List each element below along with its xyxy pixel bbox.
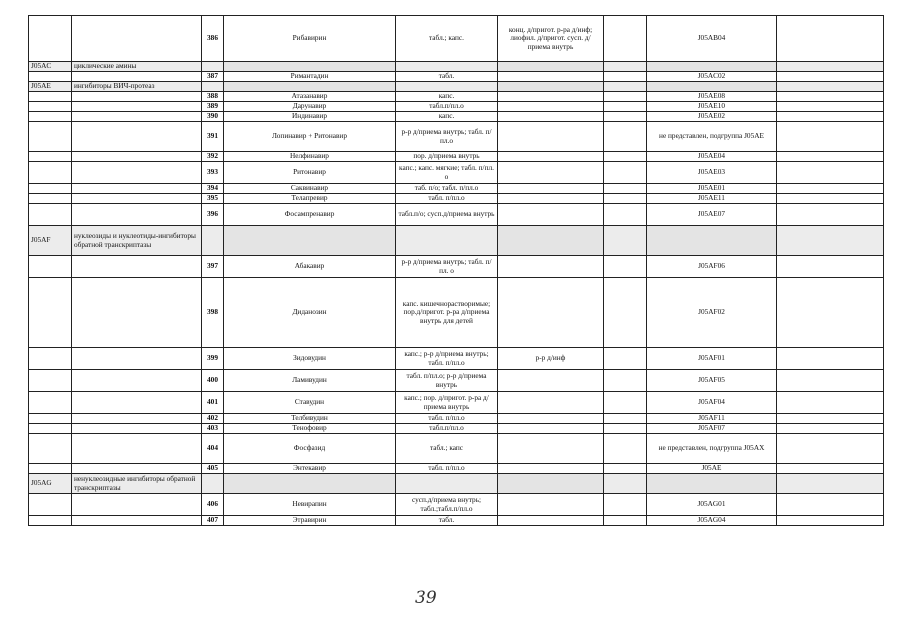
empty-cell	[777, 16, 884, 62]
empty-cell	[29, 194, 72, 204]
dosage-form: пор. д/приема внутрь	[396, 152, 498, 162]
row-number: 395	[202, 194, 224, 204]
group-row	[29, 82, 884, 92]
empty-cell	[777, 348, 884, 370]
row-number: 398	[202, 278, 224, 348]
empty-cell	[777, 516, 884, 526]
empty-cell	[29, 72, 72, 82]
dosage-form: капс.; пор. д/пригот. р-ра д/приема внутрь	[396, 392, 498, 414]
empty-cell	[777, 102, 884, 112]
row-number: 399	[202, 348, 224, 370]
group-title: ненуклеозидные ингибиторы обратной транскриптазы	[72, 474, 202, 494]
empty-cell	[777, 162, 884, 184]
empty-cell	[777, 152, 884, 162]
dosage-form: капс.; р-р д/приема внутрь; табл. п/пл.о	[396, 348, 498, 370]
empty-cell	[777, 494, 884, 516]
extra-form	[498, 204, 604, 226]
row-number: 397	[202, 256, 224, 278]
table-row	[29, 122, 884, 152]
atc-code: J05AF02	[647, 278, 777, 348]
drug-name: Телапревир	[224, 194, 396, 204]
drug-name: Индинавир	[224, 112, 396, 122]
empty-cell	[777, 62, 884, 72]
extra-form	[498, 122, 604, 152]
empty-cell	[604, 152, 647, 162]
empty-cell	[29, 414, 72, 424]
group-row	[29, 226, 884, 256]
empty-cell	[777, 414, 884, 424]
empty-cell	[604, 392, 647, 414]
page-number: 39	[415, 588, 437, 608]
empty-cell	[604, 92, 647, 102]
drug-name: Зидовудин	[224, 348, 396, 370]
empty-cell	[647, 62, 777, 72]
empty-cell	[29, 370, 72, 392]
extra-form	[498, 392, 604, 414]
empty-cell	[777, 184, 884, 194]
empty-cell	[29, 494, 72, 516]
row-number: 390	[202, 112, 224, 122]
empty-cell	[498, 62, 604, 72]
row-number: 407	[202, 516, 224, 526]
table-row	[29, 204, 884, 226]
empty-cell	[72, 204, 202, 226]
empty-cell	[29, 112, 72, 122]
empty-cell	[604, 82, 647, 92]
empty-cell	[647, 474, 777, 494]
drug-name: Дарунавир	[224, 102, 396, 112]
table-row	[29, 424, 884, 434]
empty-cell	[604, 424, 647, 434]
drug-name: Саквинавир	[224, 184, 396, 194]
dosage-form: табл.	[396, 72, 498, 82]
table-row	[29, 92, 884, 102]
atc-code: J05AF01	[647, 348, 777, 370]
empty-cell	[604, 16, 647, 62]
empty-cell	[396, 62, 498, 72]
empty-cell	[29, 204, 72, 226]
table-row	[29, 184, 884, 194]
empty-cell	[72, 162, 202, 184]
dosage-form: р-р д/приема внутрь; табл. п/пл.о	[396, 122, 498, 152]
atc-code: J05AB04	[647, 16, 777, 62]
empty-cell	[647, 226, 777, 256]
empty-cell	[29, 92, 72, 102]
table-row	[29, 414, 884, 424]
dosage-form: капс.	[396, 112, 498, 122]
empty-cell	[224, 62, 396, 72]
empty-cell	[604, 370, 647, 392]
extra-form	[498, 102, 604, 112]
table-row	[29, 392, 884, 414]
group-row	[29, 62, 884, 72]
atc-code: J05AE07	[647, 204, 777, 226]
dosage-form: табл.; капс	[396, 434, 498, 464]
empty-cell	[72, 184, 202, 194]
extra-form	[498, 152, 604, 162]
empty-cell	[202, 474, 224, 494]
extra-form	[498, 112, 604, 122]
row-number: 401	[202, 392, 224, 414]
dosage-form: табл. п/пл.о	[396, 194, 498, 204]
row-number: 396	[202, 204, 224, 226]
drug-name: Диданозин	[224, 278, 396, 348]
table-row	[29, 370, 884, 392]
empty-cell	[604, 278, 647, 348]
empty-cell	[29, 278, 72, 348]
empty-cell	[72, 72, 202, 82]
dosage-form: табл.; капс.	[396, 16, 498, 62]
table-row	[29, 494, 884, 516]
drug-name: Фосфазид	[224, 434, 396, 464]
empty-cell	[224, 474, 396, 494]
dosage-form: табл. п/пл.о	[396, 414, 498, 424]
empty-cell	[72, 92, 202, 102]
atc-code: J05AE10	[647, 102, 777, 112]
table-row	[29, 194, 884, 204]
atc-code: J05AF11	[647, 414, 777, 424]
atc-code: J05AG04	[647, 516, 777, 526]
table-row	[29, 348, 884, 370]
dosage-form: табл. п/пл.о; р-р д/приема внутрь	[396, 370, 498, 392]
empty-cell	[29, 348, 72, 370]
empty-cell	[72, 424, 202, 434]
atc-code: J05AF07	[647, 424, 777, 434]
atc-code: не представлен, подгруппа J05AE	[647, 122, 777, 152]
empty-cell	[647, 82, 777, 92]
row-number: 388	[202, 92, 224, 102]
empty-cell	[72, 370, 202, 392]
empty-cell	[604, 184, 647, 194]
row-number: 406	[202, 494, 224, 516]
empty-cell	[29, 516, 72, 526]
empty-cell	[604, 474, 647, 494]
drug-name: Тенофовир	[224, 424, 396, 434]
extra-form	[498, 72, 604, 82]
table-row	[29, 112, 884, 122]
extra-form	[498, 370, 604, 392]
empty-cell	[29, 434, 72, 464]
extra-form: конц. д/пригот. р-ра д/инф; лиофил. д/пригот. сусп. д/приема внутрь	[498, 16, 604, 62]
group-code: J05AG	[29, 474, 72, 494]
dosage-form: табл. п/пл.о	[396, 464, 498, 474]
dosage-form: капс.; капс. мягкие; табл. п/пл. о	[396, 162, 498, 184]
atc-code: J05AE04	[647, 152, 777, 162]
empty-cell	[777, 256, 884, 278]
extra-form	[498, 278, 604, 348]
empty-cell	[777, 464, 884, 474]
empty-cell	[777, 72, 884, 82]
drug-name: Римантадин	[224, 72, 396, 82]
atc-code: J05AG01	[647, 494, 777, 516]
empty-cell	[29, 184, 72, 194]
empty-cell	[777, 204, 884, 226]
medication-table	[28, 15, 884, 526]
empty-cell	[604, 226, 647, 256]
empty-cell	[777, 82, 884, 92]
dosage-form: табл.п/пл.о	[396, 102, 498, 112]
empty-cell	[72, 494, 202, 516]
group-title: ингибиторы ВИЧ-протеаз	[72, 82, 202, 92]
extra-form	[498, 92, 604, 102]
dosage-form: таб. п/о; табл. п/пл.о	[396, 184, 498, 194]
drug-name: Энтекавир	[224, 464, 396, 474]
group-row	[29, 474, 884, 494]
drug-name: Нелфинавир	[224, 152, 396, 162]
empty-cell	[72, 278, 202, 348]
drug-name: Рибавирин	[224, 16, 396, 62]
dosage-form: р-р д/приема внутрь; табл. п/пл. о	[396, 256, 498, 278]
empty-cell	[604, 122, 647, 152]
extra-form	[498, 414, 604, 424]
group-code: J05AF	[29, 226, 72, 256]
empty-cell	[604, 62, 647, 72]
empty-cell	[72, 102, 202, 112]
empty-cell	[29, 16, 72, 62]
empty-cell	[604, 72, 647, 82]
table-row	[29, 256, 884, 278]
table-row	[29, 102, 884, 112]
extra-form	[498, 434, 604, 464]
empty-cell	[29, 152, 72, 162]
atc-code: не представлен, подгруппа J05AX	[647, 434, 777, 464]
atc-code: J05AF04	[647, 392, 777, 414]
extra-form: р-р д/инф	[498, 348, 604, 370]
empty-cell	[202, 226, 224, 256]
row-number: 387	[202, 72, 224, 82]
empty-cell	[498, 82, 604, 92]
empty-cell	[604, 414, 647, 424]
empty-cell	[777, 278, 884, 348]
dosage-form: сусп.д/приема внутрь; табл.;табл.п/пл.о	[396, 494, 498, 516]
row-number: 405	[202, 464, 224, 474]
row-number: 402	[202, 414, 224, 424]
row-number: 400	[202, 370, 224, 392]
empty-cell	[224, 226, 396, 256]
empty-cell	[777, 226, 884, 256]
dosage-form: капс.	[396, 92, 498, 102]
table-row	[29, 152, 884, 162]
empty-cell	[72, 194, 202, 204]
dosage-form: табл.п/о; сусп.д/приема внутрь	[396, 204, 498, 226]
drug-name: Фосампренавир	[224, 204, 396, 226]
group-code: J05AC	[29, 62, 72, 72]
atc-code: J05AF06	[647, 256, 777, 278]
empty-cell	[777, 392, 884, 414]
empty-cell	[604, 102, 647, 112]
empty-cell	[72, 152, 202, 162]
dosage-form: табл.	[396, 516, 498, 526]
empty-cell	[72, 464, 202, 474]
empty-cell	[777, 194, 884, 204]
group-title: циклические амины	[72, 62, 202, 72]
empty-cell	[72, 122, 202, 152]
empty-cell	[604, 162, 647, 184]
extra-form	[498, 424, 604, 434]
empty-cell	[72, 348, 202, 370]
empty-cell	[72, 112, 202, 122]
drug-name: Ритонавир	[224, 162, 396, 184]
table-row	[29, 278, 884, 348]
empty-cell	[777, 122, 884, 152]
drug-name: Лопинавир + Ритонавир	[224, 122, 396, 152]
row-number: 386	[202, 16, 224, 62]
empty-cell	[604, 194, 647, 204]
empty-cell	[604, 256, 647, 278]
empty-cell	[604, 516, 647, 526]
empty-cell	[396, 226, 498, 256]
row-number: 392	[202, 152, 224, 162]
table-row	[29, 16, 884, 62]
empty-cell	[29, 392, 72, 414]
atc-code: J05AE02	[647, 112, 777, 122]
row-number: 404	[202, 434, 224, 464]
empty-cell	[202, 62, 224, 72]
empty-cell	[498, 474, 604, 494]
row-number: 403	[202, 424, 224, 434]
empty-cell	[777, 474, 884, 494]
group-title: нуклеозиды и нуклеотиды-ингибиторы обратной транскриптазы	[72, 226, 202, 256]
dosage-form: табл.п/пл.о	[396, 424, 498, 434]
empty-cell	[498, 226, 604, 256]
extra-form	[498, 516, 604, 526]
empty-cell	[29, 122, 72, 152]
atc-code: J05AC02	[647, 72, 777, 82]
empty-cell	[224, 82, 396, 92]
atc-code: J05AE08	[647, 92, 777, 102]
empty-cell	[72, 256, 202, 278]
atc-code: J05AF05	[647, 370, 777, 392]
empty-cell	[72, 414, 202, 424]
empty-cell	[202, 82, 224, 92]
empty-cell	[777, 112, 884, 122]
table-row	[29, 464, 884, 474]
atc-code: J05AE	[647, 464, 777, 474]
empty-cell	[604, 204, 647, 226]
drug-name: Ставудин	[224, 392, 396, 414]
empty-cell	[396, 474, 498, 494]
drug-name: Абакавир	[224, 256, 396, 278]
table-row	[29, 516, 884, 526]
extra-form	[498, 464, 604, 474]
extra-form	[498, 194, 604, 204]
empty-cell	[604, 434, 647, 464]
table-body	[29, 16, 884, 526]
atc-code: J05AE01	[647, 184, 777, 194]
dosage-form: капс. кишечнорастворимые; пор.д/пригот. р-ра д/приема внутрь для детей	[396, 278, 498, 348]
empty-cell	[604, 464, 647, 474]
table-row	[29, 72, 884, 82]
extra-form	[498, 494, 604, 516]
empty-cell	[72, 516, 202, 526]
empty-cell	[29, 464, 72, 474]
row-number: 389	[202, 102, 224, 112]
empty-cell	[777, 92, 884, 102]
extra-form	[498, 162, 604, 184]
table-row	[29, 162, 884, 184]
row-number: 394	[202, 184, 224, 194]
drug-name: Невирапин	[224, 494, 396, 516]
atc-code: J05AE11	[647, 194, 777, 204]
empty-cell	[29, 256, 72, 278]
empty-cell	[72, 392, 202, 414]
empty-cell	[604, 494, 647, 516]
row-number: 393	[202, 162, 224, 184]
drug-name: Телбивудин	[224, 414, 396, 424]
row-number: 391	[202, 122, 224, 152]
table-row	[29, 434, 884, 464]
empty-cell	[777, 370, 884, 392]
drug-name: Атазанавир	[224, 92, 396, 102]
extra-form	[498, 184, 604, 194]
empty-cell	[72, 16, 202, 62]
empty-cell	[29, 424, 72, 434]
drug-name: Ламивудин	[224, 370, 396, 392]
empty-cell	[604, 112, 647, 122]
empty-cell	[29, 102, 72, 112]
empty-cell	[396, 82, 498, 92]
empty-cell	[777, 434, 884, 464]
group-code: J05AE	[29, 82, 72, 92]
atc-code: J05AE03	[647, 162, 777, 184]
empty-cell	[777, 424, 884, 434]
empty-cell	[29, 162, 72, 184]
extra-form	[498, 256, 604, 278]
empty-cell	[72, 434, 202, 464]
empty-cell	[604, 348, 647, 370]
drug-name: Этравирин	[224, 516, 396, 526]
